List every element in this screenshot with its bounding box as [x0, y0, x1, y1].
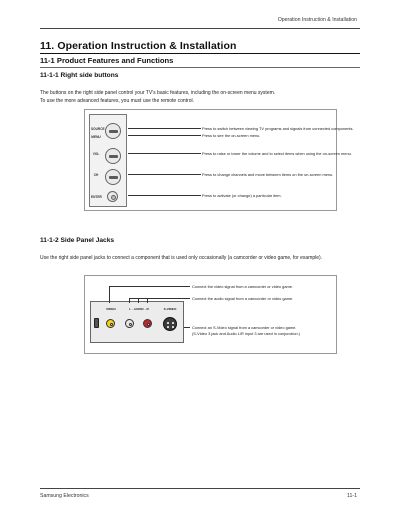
source-note: Press to switch between viewing TV programs and signals from connected components.	[202, 125, 354, 131]
volume-button-bar	[109, 155, 118, 158]
svideo-pin	[167, 322, 169, 324]
video-jack-label: VIDEO	[106, 307, 116, 311]
channel-button-label: CH	[93, 173, 99, 177]
svideo-note-line2: (S-Video 3 jack and Audio L/R input 3 are used in conjunction.)	[192, 330, 301, 336]
side-panel-jacks-title: 11-1-2 Side Panel Jacks	[40, 237, 115, 244]
right-side-buttons-intro-line1: The buttons on the right side panel control your TV's basic features, including the on-screen menu system.	[40, 90, 276, 96]
side-jacks-figure	[84, 275, 337, 354]
source-button[interactable]	[105, 123, 121, 139]
audio-leader-line	[138, 298, 190, 299]
channel-button[interactable]	[105, 169, 121, 185]
chapter-title: 11. Operation Instruction & Installation	[40, 40, 237, 52]
volume-leader-line	[128, 153, 201, 154]
right-side-buttons-intro-line2: To use the more advanced features, you must use the remote control.	[40, 97, 194, 104]
side-panel-strip	[89, 114, 127, 207]
svideo-jack-label: S-VIDEO	[163, 307, 177, 311]
video-note: Connect the video signal from a camcorder or video game.	[192, 283, 293, 289]
menu-note: Press to see the on-screen menu.	[202, 132, 261, 138]
enter-button-dot	[111, 195, 116, 200]
audio-leader-bracket-left	[129, 298, 130, 303]
audio-left-jack[interactable]	[125, 319, 134, 328]
svideo-leader-line	[184, 327, 190, 328]
svideo-note-line1: Connect an S-Video signal from a camcorder or video game.	[192, 324, 297, 330]
video-jack[interactable]	[106, 319, 115, 328]
section-rule	[40, 67, 360, 68]
side-buttons-figure	[84, 109, 354, 211]
video-leader-drop	[109, 286, 110, 303]
side-panel-jacks-intro: Use the right side panel jacks to connect a component that is used only occasionally (a camcorder or video game, for example).	[40, 255, 323, 261]
audio-jack-label: L - AUDIO - R	[129, 307, 149, 311]
channel-leader-line	[128, 174, 201, 175]
audio-right-jack-core	[147, 323, 150, 326]
right-side-buttons-title: 11-1-1 Right side buttons	[40, 72, 119, 79]
chapter-rule	[40, 53, 360, 54]
section-title: 11-1 Product Features and Functions	[40, 56, 174, 65]
volume-button[interactable]	[105, 148, 121, 164]
channel-note: Press to change channels and move between items on the on-screen menu.	[202, 171, 334, 177]
source-button-bar	[109, 130, 118, 133]
enter-button[interactable]	[107, 191, 118, 202]
svideo-jack[interactable]	[163, 317, 177, 331]
audio-right-jack[interactable]	[143, 319, 152, 328]
audio-note: Connect the audio signal from a camcorder or video game.	[192, 295, 294, 301]
footer-rule	[40, 488, 360, 489]
svideo-pin	[172, 326, 174, 328]
page-number: 11-1	[347, 493, 357, 499]
audio-left-jack-core	[129, 323, 132, 326]
enter-button-label: ENTER	[91, 195, 102, 199]
video-leader-line	[109, 286, 190, 287]
enter-leader-line	[128, 195, 201, 196]
menu-leader-line	[128, 135, 201, 136]
header-rule	[40, 28, 360, 29]
svideo-pin	[172, 322, 174, 324]
svideo-pin	[167, 326, 169, 328]
video-jack-core	[110, 323, 113, 326]
source-leader-line	[128, 128, 201, 129]
volume-note: Press to raise or lower the volume and to select items when using the on-screen menu.	[202, 150, 352, 156]
jack-panel	[90, 301, 184, 343]
enter-note: Press to activate (or change) a particular item.	[202, 192, 282, 198]
source-button-label: SOURCE	[91, 127, 105, 131]
channel-button-bar	[109, 176, 118, 179]
slot-icon	[94, 318, 99, 328]
running-header: Operation Instruction & Installation	[277, 17, 357, 23]
footer-company: Samsung Electronics	[40, 493, 89, 499]
menu-button-label: MENU	[91, 135, 101, 139]
volume-button-label: VOL	[92, 152, 100, 156]
